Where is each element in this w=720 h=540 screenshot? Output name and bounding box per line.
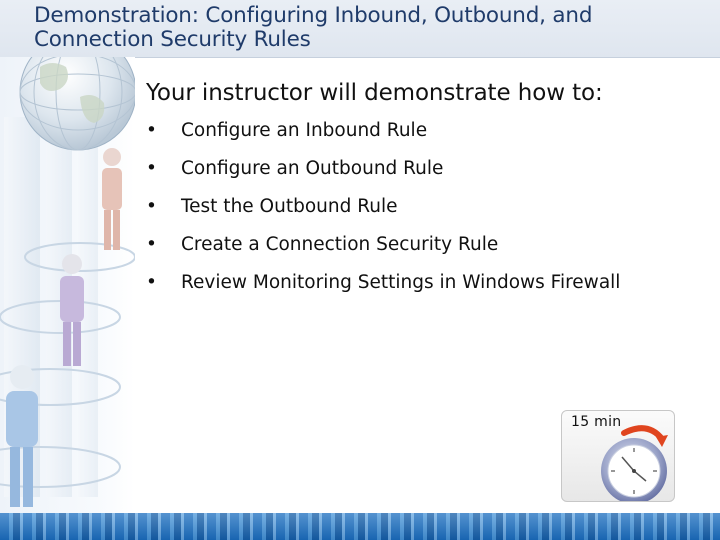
bullet-text: Configure an Inbound Rule xyxy=(181,120,428,141)
bullet-dot: • xyxy=(146,120,157,141)
slide-title: Demonstration: Configuring Inbound, Outbound, and Connection Security Rules xyxy=(34,3,593,52)
bullet-item xyxy=(146,196,616,217)
bullet-item xyxy=(146,158,616,179)
timer-badge xyxy=(561,410,675,502)
left-decorative-art xyxy=(0,57,135,513)
bullet-text: Review Monitoring Settings in Windows Firewall xyxy=(181,272,621,293)
bullet-dot: • xyxy=(146,158,157,179)
bullet-text: Test the Outbound Rule xyxy=(181,196,398,217)
bottom-band-shade xyxy=(0,513,720,540)
subtitle: Your instructor will demonstrate how to: xyxy=(146,80,603,106)
person-figure-pink xyxy=(102,148,122,250)
title-bar xyxy=(0,0,720,58)
bullet-item xyxy=(146,272,621,293)
bullet-dot: • xyxy=(146,196,157,217)
bullet-item xyxy=(146,120,616,141)
bullet-dot: • xyxy=(146,272,157,293)
bullet-dot: • xyxy=(146,234,157,255)
bullet-item xyxy=(146,234,616,255)
stopwatch-icon xyxy=(562,411,675,502)
timer-label: 15 min xyxy=(571,414,622,430)
bullet-text: Configure an Outbound Rule xyxy=(181,158,444,179)
bullet-text: Create a Connection Security Rule xyxy=(181,234,499,255)
bullet-list xyxy=(146,120,621,293)
globe-and-people-illustration xyxy=(0,57,135,513)
